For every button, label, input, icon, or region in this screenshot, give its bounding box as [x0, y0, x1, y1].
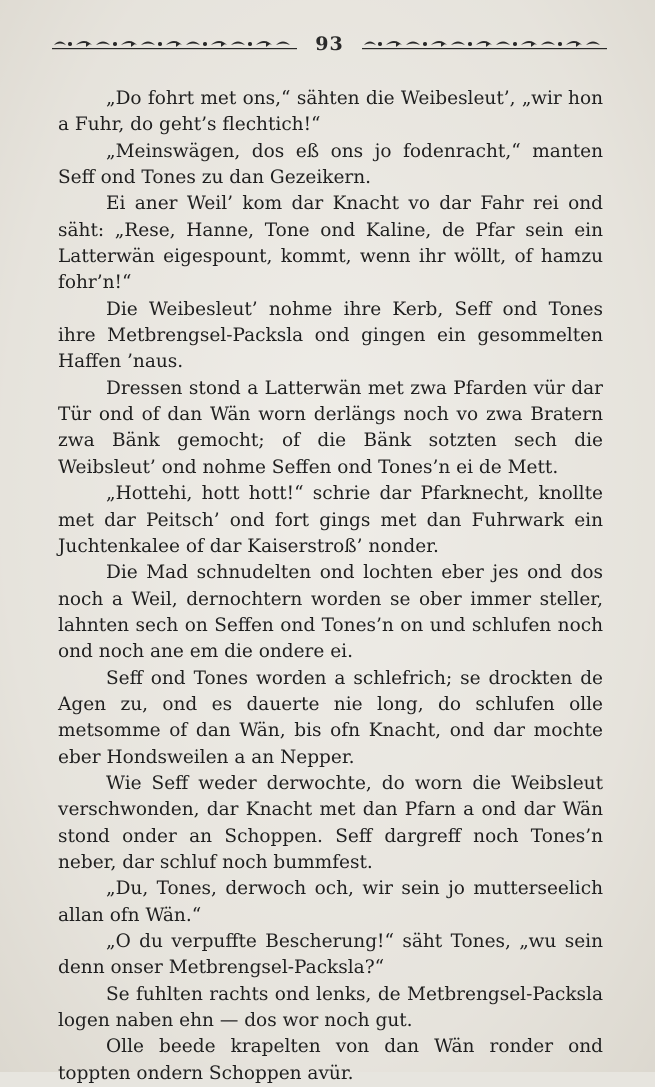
paragraph: Die Mad schnudelten ond lochten eber jes ond dos noch a Weil, dernochtern worden se ober immer steller, lahnten sech on Seffen ond Tones’n on und schlufen noch ond noch ane em die ondere ei.	[58, 562, 603, 663]
left-ornament-border	[52, 37, 297, 51]
paragraph: „Du, Tones, derwoch och, wir sein jo mutterseelich allan ofn Wän.“	[58, 878, 603, 926]
page-text	[58, 86, 603, 1087]
page-number: 93	[315, 33, 344, 55]
paragraph: „Hottehi, hott hott!“ schrie dar Pfarknecht, knollte met dar Peitsch’ ond fort gings met dan Fuhrwark ein Juchtenkalee of dar Kaiserstroß’ nonder.	[58, 483, 603, 557]
paragraph: „Do fohrt met ons,“ sähten die Weibesleut’, „wir hon a Fuhr, do geht’s flechtich!“	[58, 88, 603, 136]
paragraph: Se fuhlten rachts ond lenks, de Metbrengsel-Packsla logen naben ehn — dos wor noch gut.	[58, 983, 603, 1032]
paragraph: Wie Seff weder derwochte, do worn die Weibsleut verschwonden, dar Knacht met dan Pfarn a ond dar Wän stond onder an Schoppen. Seff dargreff noch Tones’n neber, dar schluf noch bummfest.	[58, 772, 603, 873]
paragraph: „O du verpuffte Bescherung!“ säht Tones, „wu sein denn onser Metbrengsel-Packsla?“	[58, 931, 603, 979]
paragraph: Seff ond Tones worden a schlefrich; se drockten de Agen zu, ond es dauerte nie long, do schlufen olle metsomme of dan Wän, bis ofn Knacht, ond dar mochte eber Hondsweilen a an Nepper.	[58, 667, 603, 768]
paragraph: Olle beede krapelten von dan Wän ronder ond toppten ondern Schoppen avür.	[58, 1036, 603, 1084]
paragraph: Die Weibesleut’ nohme ihre Kerb, Seff ond Tones ihre Metbrengsel-Packsla ond gingen ein gesommelten Haffen ’naus.	[58, 298, 603, 373]
paragraph: Ei aner Weil’ kom dar Knacht vo dar Fahr rei ond säht: „Rese, Hanne, Tone ond Kaline, de Pfar sein ein Latterwän eigespount, kommt, wenn ihr wöllt, of hamzu fohr’n!“	[58, 193, 603, 294]
right-ornament-border	[362, 37, 607, 51]
paragraph: „Meinswägen, dos eß ons jo fodenracht,“ manten Seff ond Tones zu dan Gezeikern.	[58, 140, 603, 189]
paragraph: Dressen stond a Latterwän met zwa Pfarden vür dar Tür ond of dan Wän worn derlängs noch vo zwa Bratern zwa Bänk gemocht; of die Bänk sotzten sech die Weibsleut’ ond nohme Seffen ond Tones’n ei de Mett.	[58, 377, 603, 478]
page-header	[52, 33, 607, 55]
